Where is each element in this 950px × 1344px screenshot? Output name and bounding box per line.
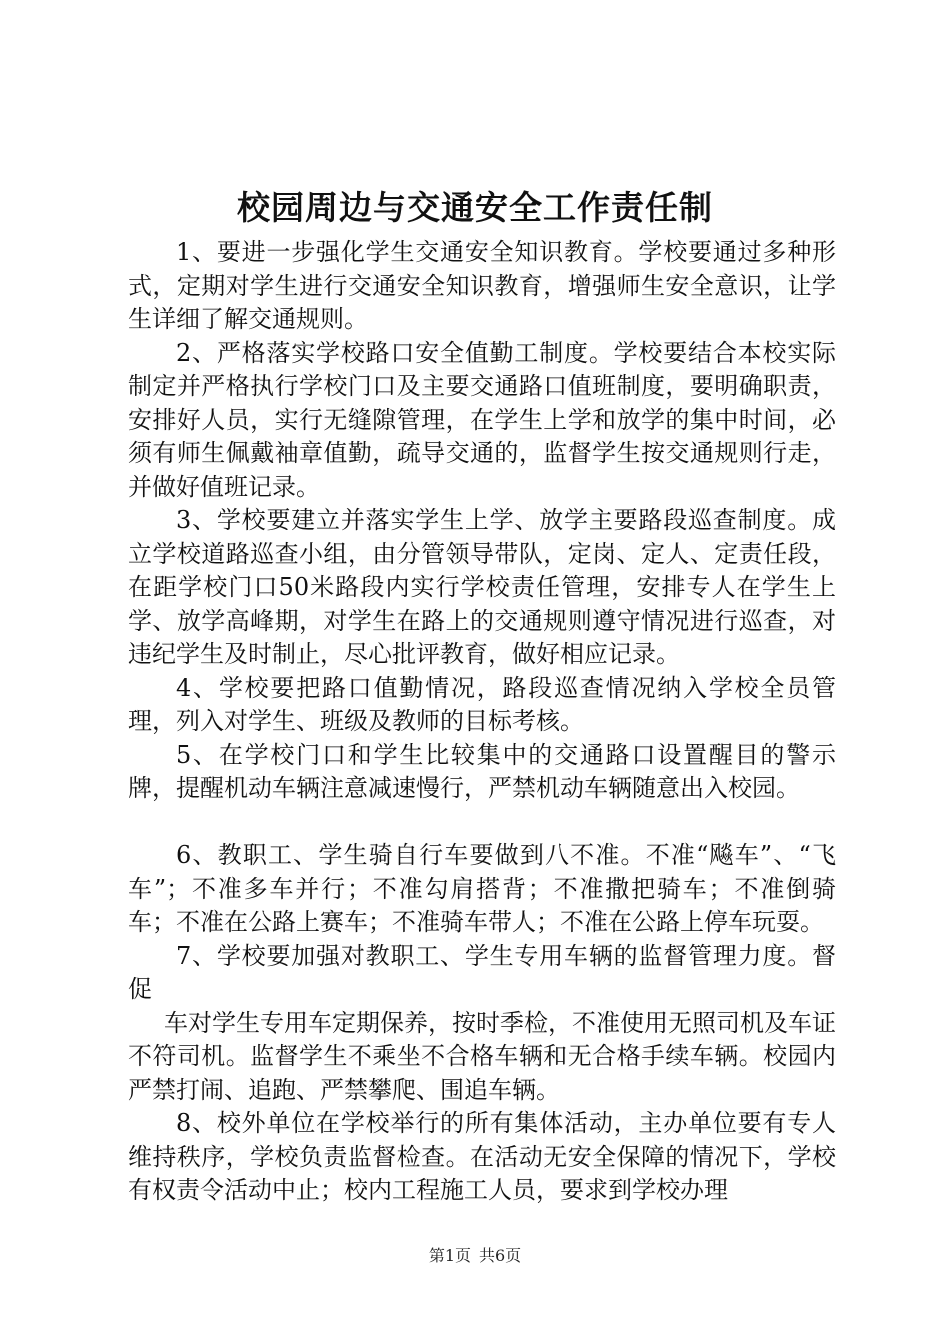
paragraph-6: 6、教职工、学生骑自行车要做到八不准。不准“飚车”、“飞车”；不准多车并行；不准勾肩搭背；不准撒把骑车；不准倒骑车；不准在公路上赛车；不准骑车带人；不准在公路上停车玩耍。	[128, 841, 836, 936]
paragraph-7: 7、学校要加强对教职工、学生专用车辆的监督管理力度。督促	[128, 941, 836, 1003]
paragraph-3: 3、学校要建立并落实学生上学、放学主要路段巡查制度。成立学校道路巡查小组，由分管领导带队，定岗、定人、定责任段，在距学校门口50米路段内实行学校责任管理，安排专人在学生上学、放学高峰期，对学生在路上的交通规则遵守情况进行巡查，对违纪学生及时制止，尽心批评教育，做好相应记录。	[128, 506, 836, 668]
document-title: 校园周边与交通安全工作责任制	[237, 188, 713, 227]
page-total: 共6页	[479, 1246, 522, 1265]
paragraph-4: 4、学校要把路口值勤情况，路段巡查情况纳入学校全员管理，列入对学生、班级及教师的目标考核。	[128, 673, 836, 735]
paragraph-7-continued: 车对学生专用车定期保养，按时季检，不准使用无照司机及车证不符司机。监督学生不乘坐不合格车辆和无合格手续车辆。校园内严禁打闹、追跑、严禁攀爬、围追车辆。	[128, 1008, 836, 1104]
page-footer	[0, 1244, 950, 1268]
document-body	[128, 236, 836, 1208]
page-number: 第1页	[428, 1246, 471, 1265]
paragraph-1: 1、要进一步强化学生交通安全知识教育。学校要通过多种形式，定期对学生进行交通安全知识教育，增强师生安全意识，让学生详细了解交通规则。	[128, 238, 836, 333]
paragraph-2: 2、严格落实学校路口安全值勤工制度。学校要结合本校实际制定并严格执行学校门口及主要交通路口值班制度，要明确职责，安排好人员，实行无缝隙管理，在学生上学和放学的集中时间，必须有师生佩戴袖章值勤，疏导交通的，监督学生按交通规则行走，并做好值班记录。	[128, 338, 836, 501]
paragraph-8: 8、校外单位在学校举行的所有集体活动，主办单位要有专人维持秩序，学校负责监督检查。在活动无安全保障的情况下，学校有权责令活动中止；校内工程施工人员，要求到学校办理	[128, 1109, 836, 1204]
blank-line	[128, 806, 836, 840]
paragraph-5: 5、在学校门口和学生比较集中的交通路口设置醒目的警示牌，提醒机动车辆注意减速慢行，严禁机动车辆随意出入校园。	[128, 740, 836, 802]
